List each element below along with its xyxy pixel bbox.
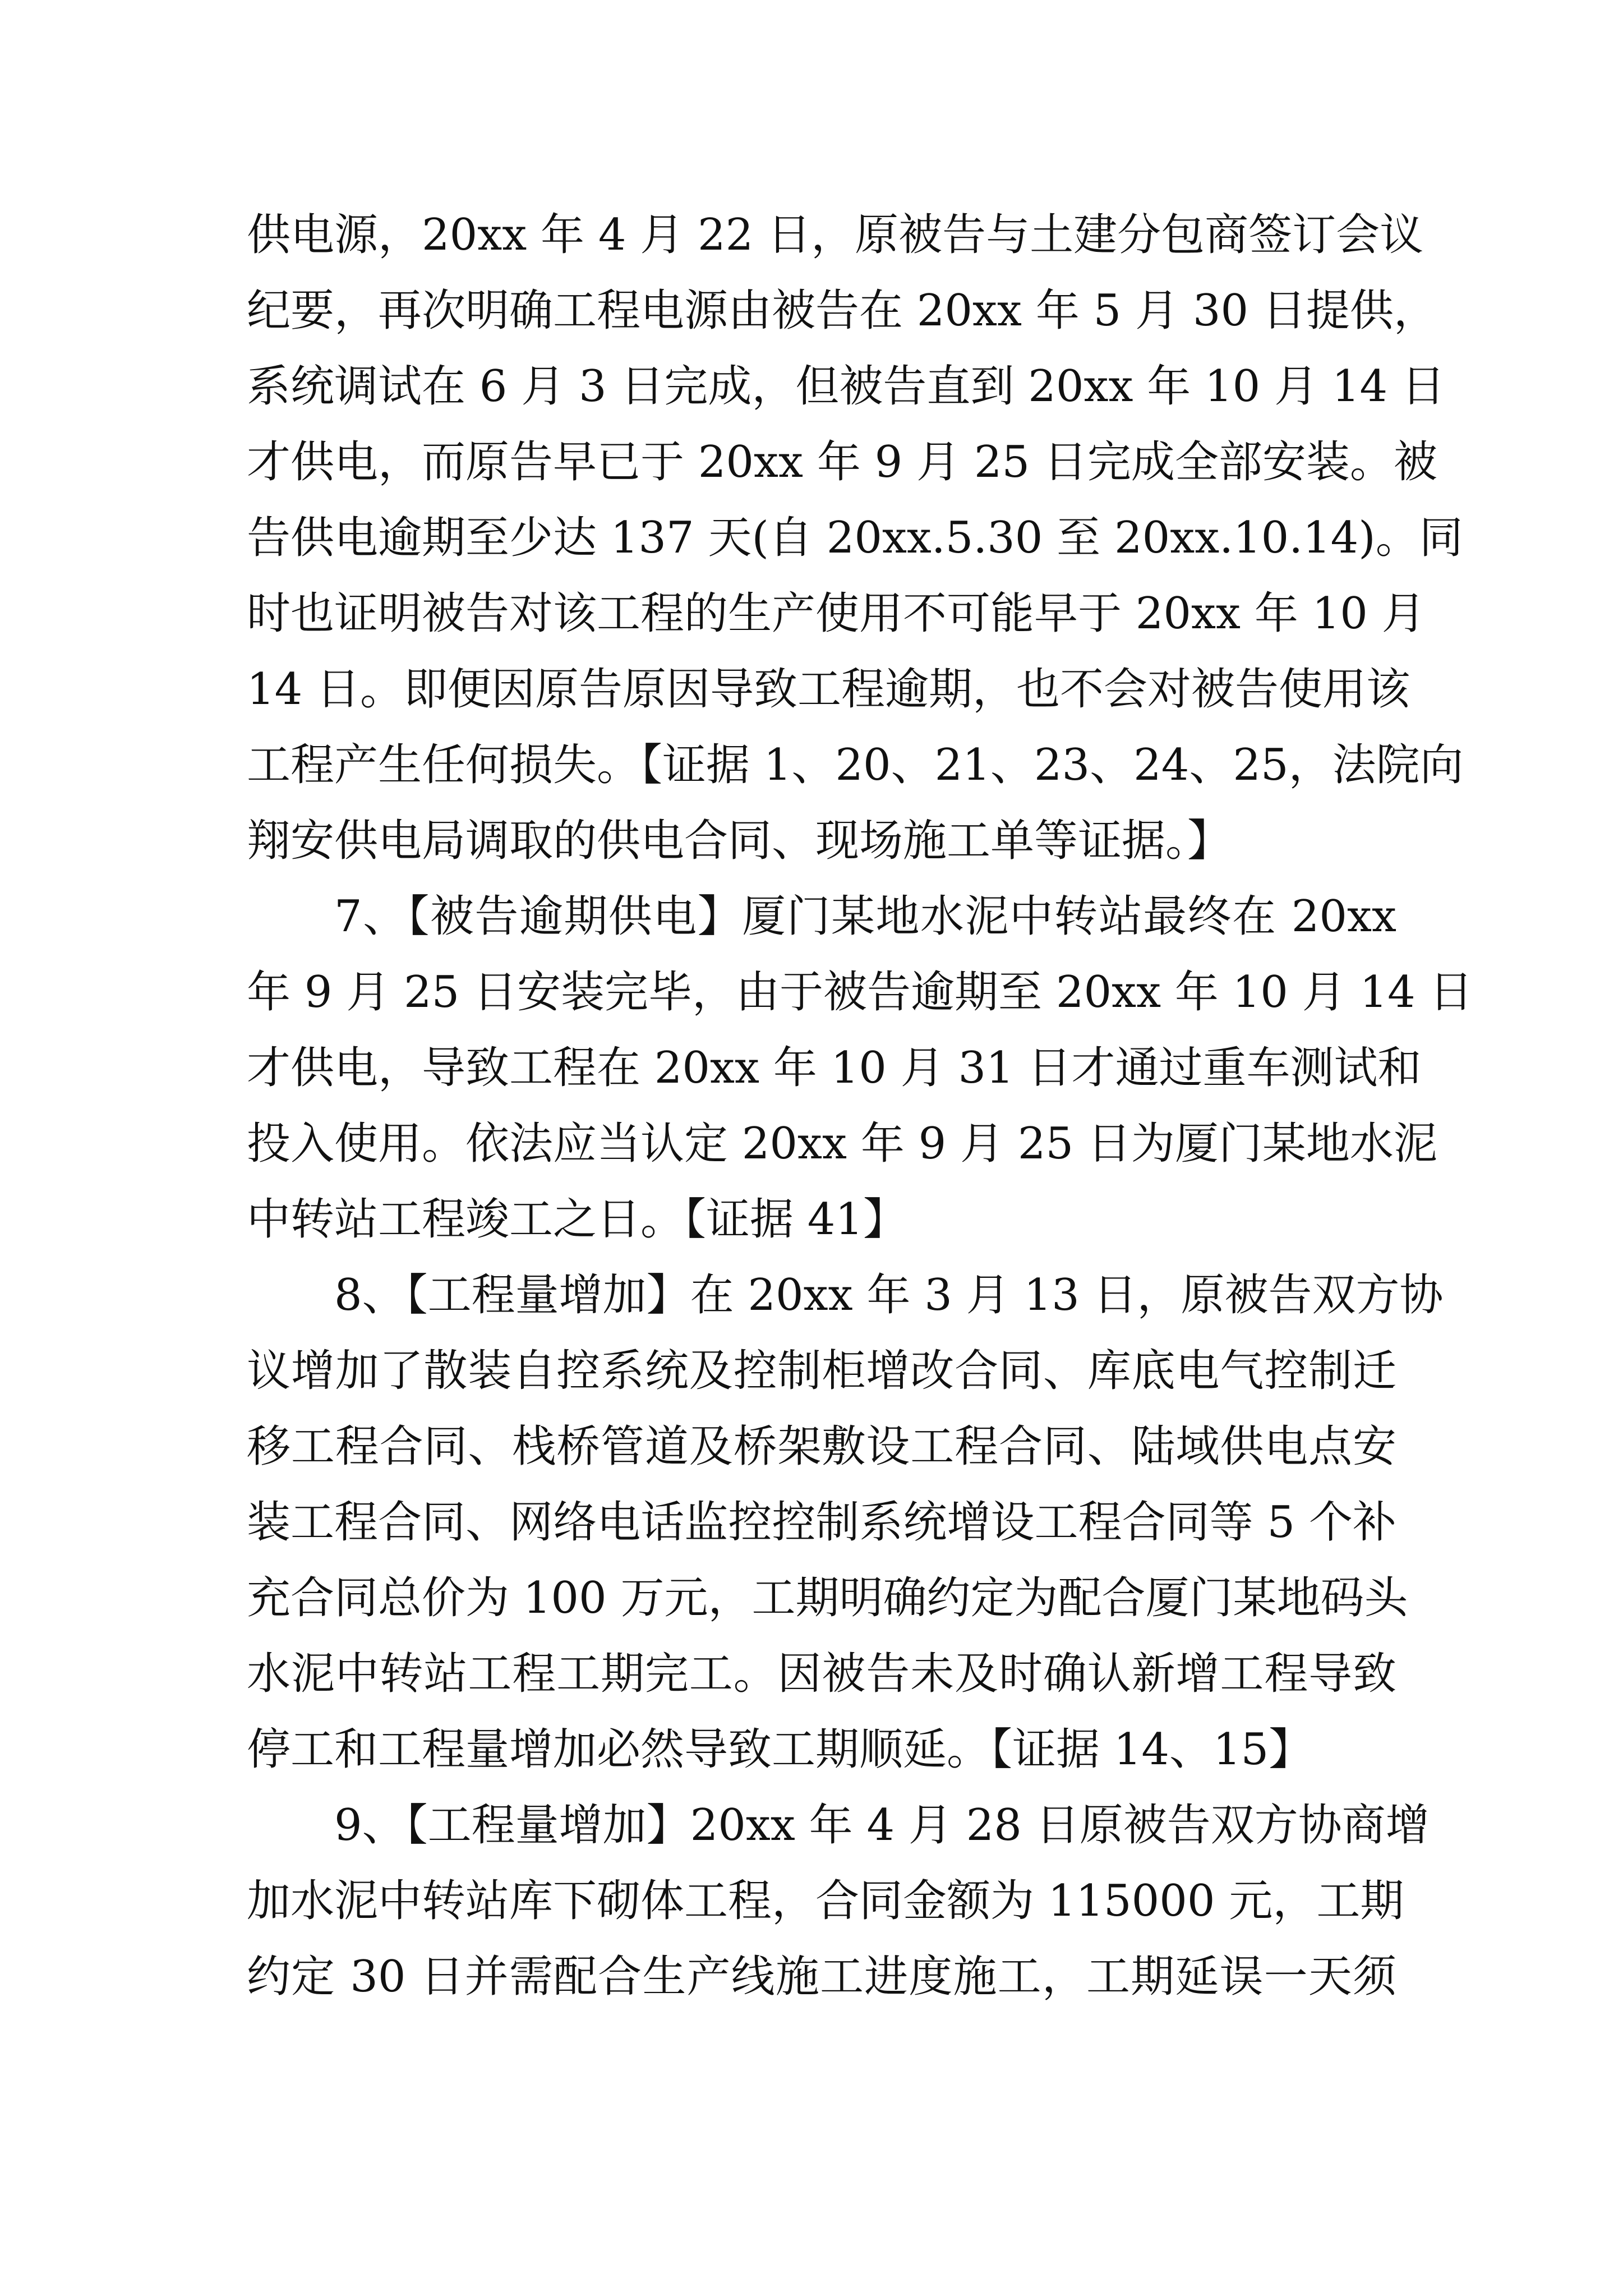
text-line: 移工程合同、栈桥管道及桥架敷设工程合同、陆域供电点安 [247, 1421, 1396, 1472]
text-line: 14 日。即便因原告原因导致工程逾期，也不会对被告使用该 [247, 664, 1410, 715]
text-line: 才供电，而原告早已于 20xx 年 9 月 25 日完成全部安装。被 [247, 437, 1437, 487]
text-line: 供电源，20xx 年 4 月 22 日，原被告与土建分包商签订会议 [247, 210, 1424, 260]
text-line: 议增加了散装自控系统及控制柜增改合同、库底电气控制迁 [247, 1346, 1396, 1396]
text-line: 8、【工程量增加】在 20xx 年 3 月 13 日，原被告双方协 [334, 1270, 1444, 1320]
text-line: 工程产生任何损失。【证据 1、20、21、23、24、25，法院向 [247, 740, 1464, 790]
text-line: 时也证明被告对该工程的生产使用不可能早于 20xx 年 10 月 [247, 588, 1426, 639]
text-line: 7、【被告逾期供电】厦门某地水泥中转站最终在 20xx [334, 891, 1396, 942]
paragraph-7 [247, 879, 1473, 1258]
text-line: 年 9 月 25 日安装完毕，由于被告逾期至 20xx 年 10 月 14 日 [247, 967, 1473, 1018]
text-line: 系统调试在 6 月 3 日完成，但被告直到 20xx 年 10 月 14 日 [247, 361, 1445, 412]
text-line: 充合同总价为 100 万元，工期明确约定为配合厦门某地码头 [247, 1573, 1408, 1623]
paragraph-9 [247, 1788, 1430, 2015]
text-line: 才供电，导致工程在 20xx 年 10 月 31 日才通过重车测试和 [247, 1043, 1422, 1093]
paragraph-8 [247, 1258, 1444, 1788]
text-line: 9、【工程量增加】20xx 年 4 月 28 日原被告双方协商增 [334, 1800, 1430, 1851]
text-line: 水泥中转站工程工期完工。因被告未及时确认新增工程导致 [247, 1649, 1396, 1699]
text-line: 翔安供电局调取的供电合同、现场施工单等证据。】 [247, 816, 1232, 866]
text-line: 停工和工程量增加必然导致工期顺延。【证据 14、15】 [247, 1724, 1313, 1775]
text-line: 投入使用。依法应当认定 20xx 年 9 月 25 日为厦门某地水泥 [247, 1119, 1437, 1169]
paragraph-continuation [247, 197, 1464, 879]
text-line: 加水泥中转站库下砌体工程，合同金额为 115000 元，工期 [247, 1876, 1404, 1926]
text-line: 纪要，再次明确工程电源由被告在 20xx 年 5 月 30 日提供， [247, 286, 1437, 336]
text-line: 中转站工程竣工之日。【证据 41】 [247, 1194, 907, 1245]
text-line: 约定 30 日并需配合生产线施工进度施工，工期延误一天须 [247, 1952, 1396, 2002]
text-line: 告供电逾期至少达 137 天(自 20xx.5.30 至 20xx.10.14)。同 [247, 513, 1463, 563]
document-body [247, 197, 1473, 2015]
text-line: 装工程合同、网络电话监控控制系统增设工程合同等 5 个补 [247, 1497, 1396, 1548]
